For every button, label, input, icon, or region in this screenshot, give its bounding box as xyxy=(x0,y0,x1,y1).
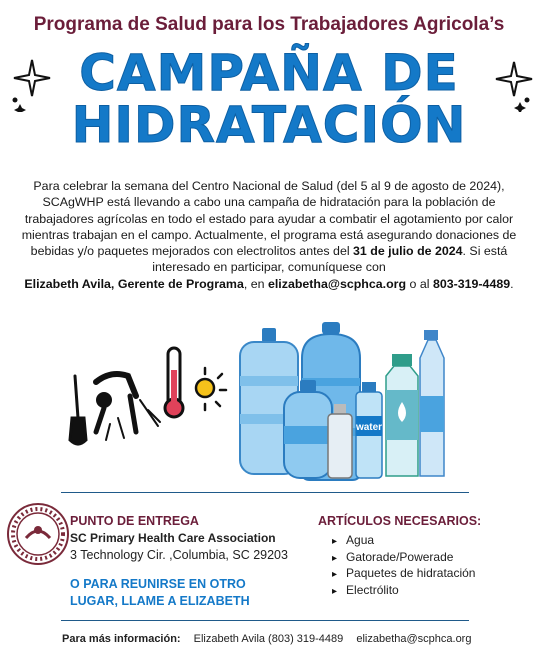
intro-line xyxy=(2,276,536,292)
intro-line: mientras trabajan en el campo. Actualmente, el programa está asegurando donaciones de xyxy=(21,227,517,242)
intro-line: interesado en participar, comuníquese con xyxy=(152,260,386,275)
sports-bottle-icon xyxy=(328,404,352,478)
bottle-label: water xyxy=(355,422,383,433)
divider xyxy=(61,492,469,493)
list-item: ▸ Agua xyxy=(332,533,475,550)
intro-text: o al xyxy=(406,276,433,291)
intro-paragraph xyxy=(2,178,536,292)
intro-line: trabajadores agrícolas en todo el estado para ayudar a combatir el agotamiento por calor xyxy=(24,211,514,226)
list-item: ▸ Electrólito xyxy=(332,583,475,600)
medium-water-bottle-icon xyxy=(284,380,332,478)
contact-name: Elizabeth Avila, Gerente de Programa xyxy=(24,276,244,291)
dropoff-heading: PUNTO DE ENTREGA xyxy=(70,514,199,528)
tall-water-bottle-icon xyxy=(420,330,444,476)
sun-icon xyxy=(196,368,226,410)
labeled-water-bottle-icon xyxy=(355,382,382,478)
footer-label: Para más información: xyxy=(62,633,181,645)
footer-contact: Elizabeth Avila (803) 319-4489 xyxy=(193,633,344,645)
needed-items-list xyxy=(332,533,475,599)
intro-line: SCAgWHP está llevando a cabo una campaña de hidratación para la población de xyxy=(42,195,496,210)
deadline: 31 de julio de 2024 xyxy=(353,244,463,259)
thermometer-icon xyxy=(165,348,183,417)
electrolyte-bottle-icon xyxy=(386,354,418,476)
intro-text: , en xyxy=(243,276,268,291)
list-item: ▸ Paquetes de hidratación xyxy=(332,566,475,583)
organization-address: 3 Technology Cir. ,Columbia, SC 29203 xyxy=(70,548,288,562)
contact-email[interactable]: elizabetha@scphca.org xyxy=(267,276,407,291)
intro-line xyxy=(2,243,536,259)
campaign-title-line2: HIDRATACIÓN xyxy=(71,96,467,154)
intro-text: . xyxy=(510,276,514,291)
divider xyxy=(61,620,469,621)
program-title: Programa de Salud para los Trabajadores Agricola’s xyxy=(33,14,505,35)
meet-elsewhere-note xyxy=(70,576,250,610)
intro-text: bebidas y/o paquetes mejorados con electrolitos antes del xyxy=(30,244,354,259)
meet-line: O PARA REUNIRSE EN OTRO xyxy=(70,577,246,591)
illustration-area xyxy=(0,318,538,488)
intro-text: . Si está xyxy=(462,244,508,259)
organization-name: SC Primary Health Care Association xyxy=(70,531,276,545)
association-seal-icon xyxy=(6,502,70,566)
contact-phone[interactable]: 803-319-4489 xyxy=(432,276,511,291)
intro-line: Para celebrar la semana del Centro Nacional de Salud (del 5 al 9 de agosto de 2024), xyxy=(33,179,505,193)
meet-line: LUGAR, LLAME A ELIZABETH xyxy=(70,594,250,608)
needed-items-heading: ARTÍCULOS NECESARIOS: xyxy=(318,514,482,528)
footer xyxy=(62,633,471,645)
heat-worker-icon xyxy=(70,374,160,444)
campaign-title-line1: CAMPAÑA DE xyxy=(79,44,459,102)
footer-email[interactable]: elizabetha@scphca.org xyxy=(356,633,472,645)
list-item: ▸ Gatorade/Powerade xyxy=(332,550,475,567)
